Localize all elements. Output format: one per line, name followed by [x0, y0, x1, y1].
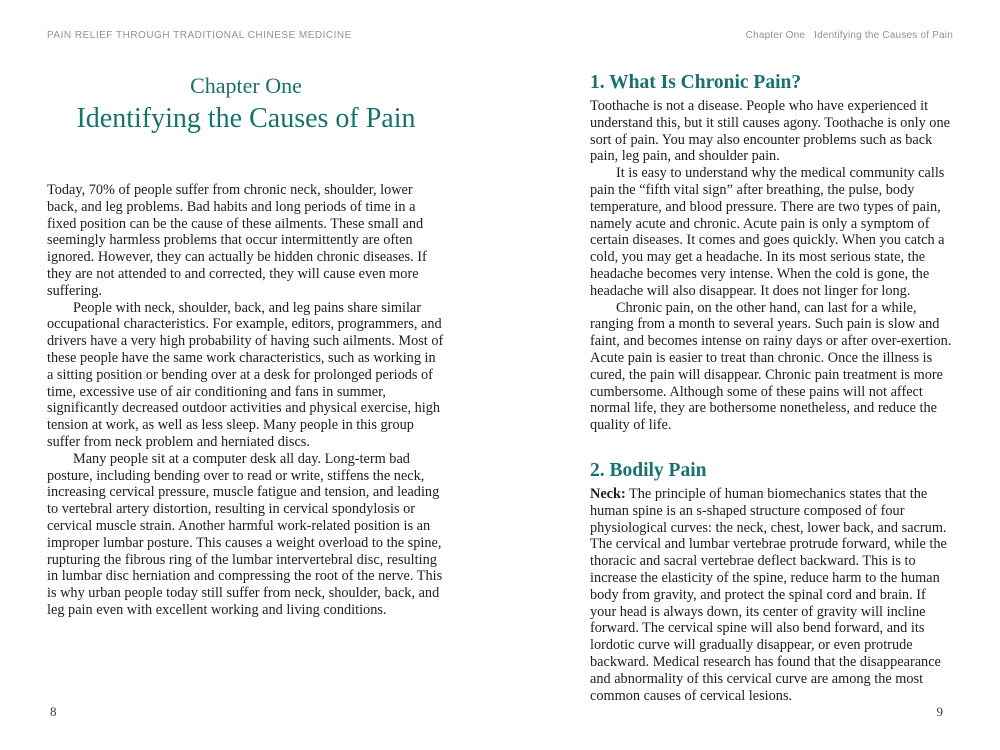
left-page-body [47, 182, 445, 619]
paragraph: Toothache is not a disease. People who have experienced it understand this, but it still causes agony. Toothache is only one sort of pain. You may also encounter problems such as back pain, leg pain, and shoulder pain. [590, 98, 950, 165]
paragraph-text: The principle of human biomechanics states that the human spine is an s-shaped structure composed of four physiological curves: the neck, chest, lower back, and sacrum. The cervical and lumbar vertebrae protrude forward, while the thoracic and sacral vertebrae deflect backward. This is to increase the elasticity of the spine, reduce harm to the human body from gravity, and protect the spinal cord and brain. If your head is always down, its center of gravity will incline forward. The cervical spine will also bend forward, and its lordotic curve will gradually disappear, or even protrude backward. Medical research has found that the disappearance and abnormality of this cervical curve are among the most common causes of cervical lesions. [590, 485, 947, 704]
paragraph: It is easy to understand why the medical community calls pain the “fifth vital sign” after breathing, the pulse, body temperature, and blood pressure. There are two types of pain, namely acute and chronic. Acute pain is only a symptom of certain diseases. It comes and goes quickly. When you catch a cold, you may get a headache. In its most serious state, the headache becomes very intense. When the cold is gone, the headache will also disappear. It does not linger for long. [590, 165, 945, 299]
paragraph: Many people sit at a computer desk all day. Long-term bad posture, including bending over to read or write, stiffens the neck, increasing cervical pressure, muscle fatigue and tension, and leading to vertebral artery distortion, resulting in cervical spondylosis or cervical muscle strain. Another harmful work-related position is an improper lumbar posture. This causes a weight overload to the spine, rupturing the fibrous ring of the lumbar intervertebral disc, resulting in lumbar disc herniation and compressing the root of the nerve. This is why urban people today still suffer from neck, shoulder, back, and leg pain even with excellent working and living conditions. [47, 450, 443, 618]
section-heading-what-is-chronic-pain: 1. What Is Chronic Pain? [590, 72, 802, 93]
left-page [47, 30, 445, 619]
running-head-chapter-label: Chapter One [745, 30, 806, 41]
page-number-left: 8 [50, 704, 57, 719]
chapter-title: Identifying the Causes of Pain [76, 103, 416, 134]
running-head-book-title: PAIN RELIEF THROUGH TRADITIONAL CHINESE MEDICINE [47, 30, 352, 41]
paragraph [590, 486, 953, 704]
right-page [590, 30, 953, 704]
running-head-chapter-title: Identifying the Causes of Pain [814, 30, 953, 41]
running-head-chapter [590, 30, 953, 42]
paragraph: Chronic pain, on the other hand, can last for a while, ranging from a month to several years. Such pain is slow and faint, and becomes intense on rainy days or after over-exertion. Acute pain is easier to treat than chronic. Once the illness is cured, the pain will disappear. Chronic pain treatment is more cumbersome. Although some of these pains will not affect normal life, they are bothersome nonetheless, and reduce the quality of life. [590, 299, 952, 434]
bold-lead-term: Neck: [590, 485, 626, 502]
chapter-label: Chapter One [190, 73, 302, 98]
paragraph: Today, 70% of people suffer from chronic neck, shoulder, lower back, and leg problems. Bad habits and long periods of time in a fixed position can be the cause of these ailments. These small and seemingly harmless problems that occur intermittently are often ignored. However, they can actually be hidden chronic diseases. If they are not attended to and corrected, they will cause even more suffering. [47, 182, 427, 299]
chapter-heading-block [47, 73, 445, 135]
page-number-right: 9 [936, 704, 943, 719]
paragraph: People with neck, shoulder, back, and leg pains share similar occupational characteristics. For example, editors, programmers, and drivers have a very high probability of having such ailments. Most of these people have the same work characteristics, such as working in a sitting position or bending over at a desk for prolonged periods of time, excessive use of air conditioning and fans in summer, significantly decreased outdoor activities and physical exercise, high tension at work, as well as less sleep. Many people in this group suffer from neck problem and herniated discs. [47, 299, 444, 450]
section-heading-bodily-pain: 2. Bodily Pain [590, 459, 707, 481]
